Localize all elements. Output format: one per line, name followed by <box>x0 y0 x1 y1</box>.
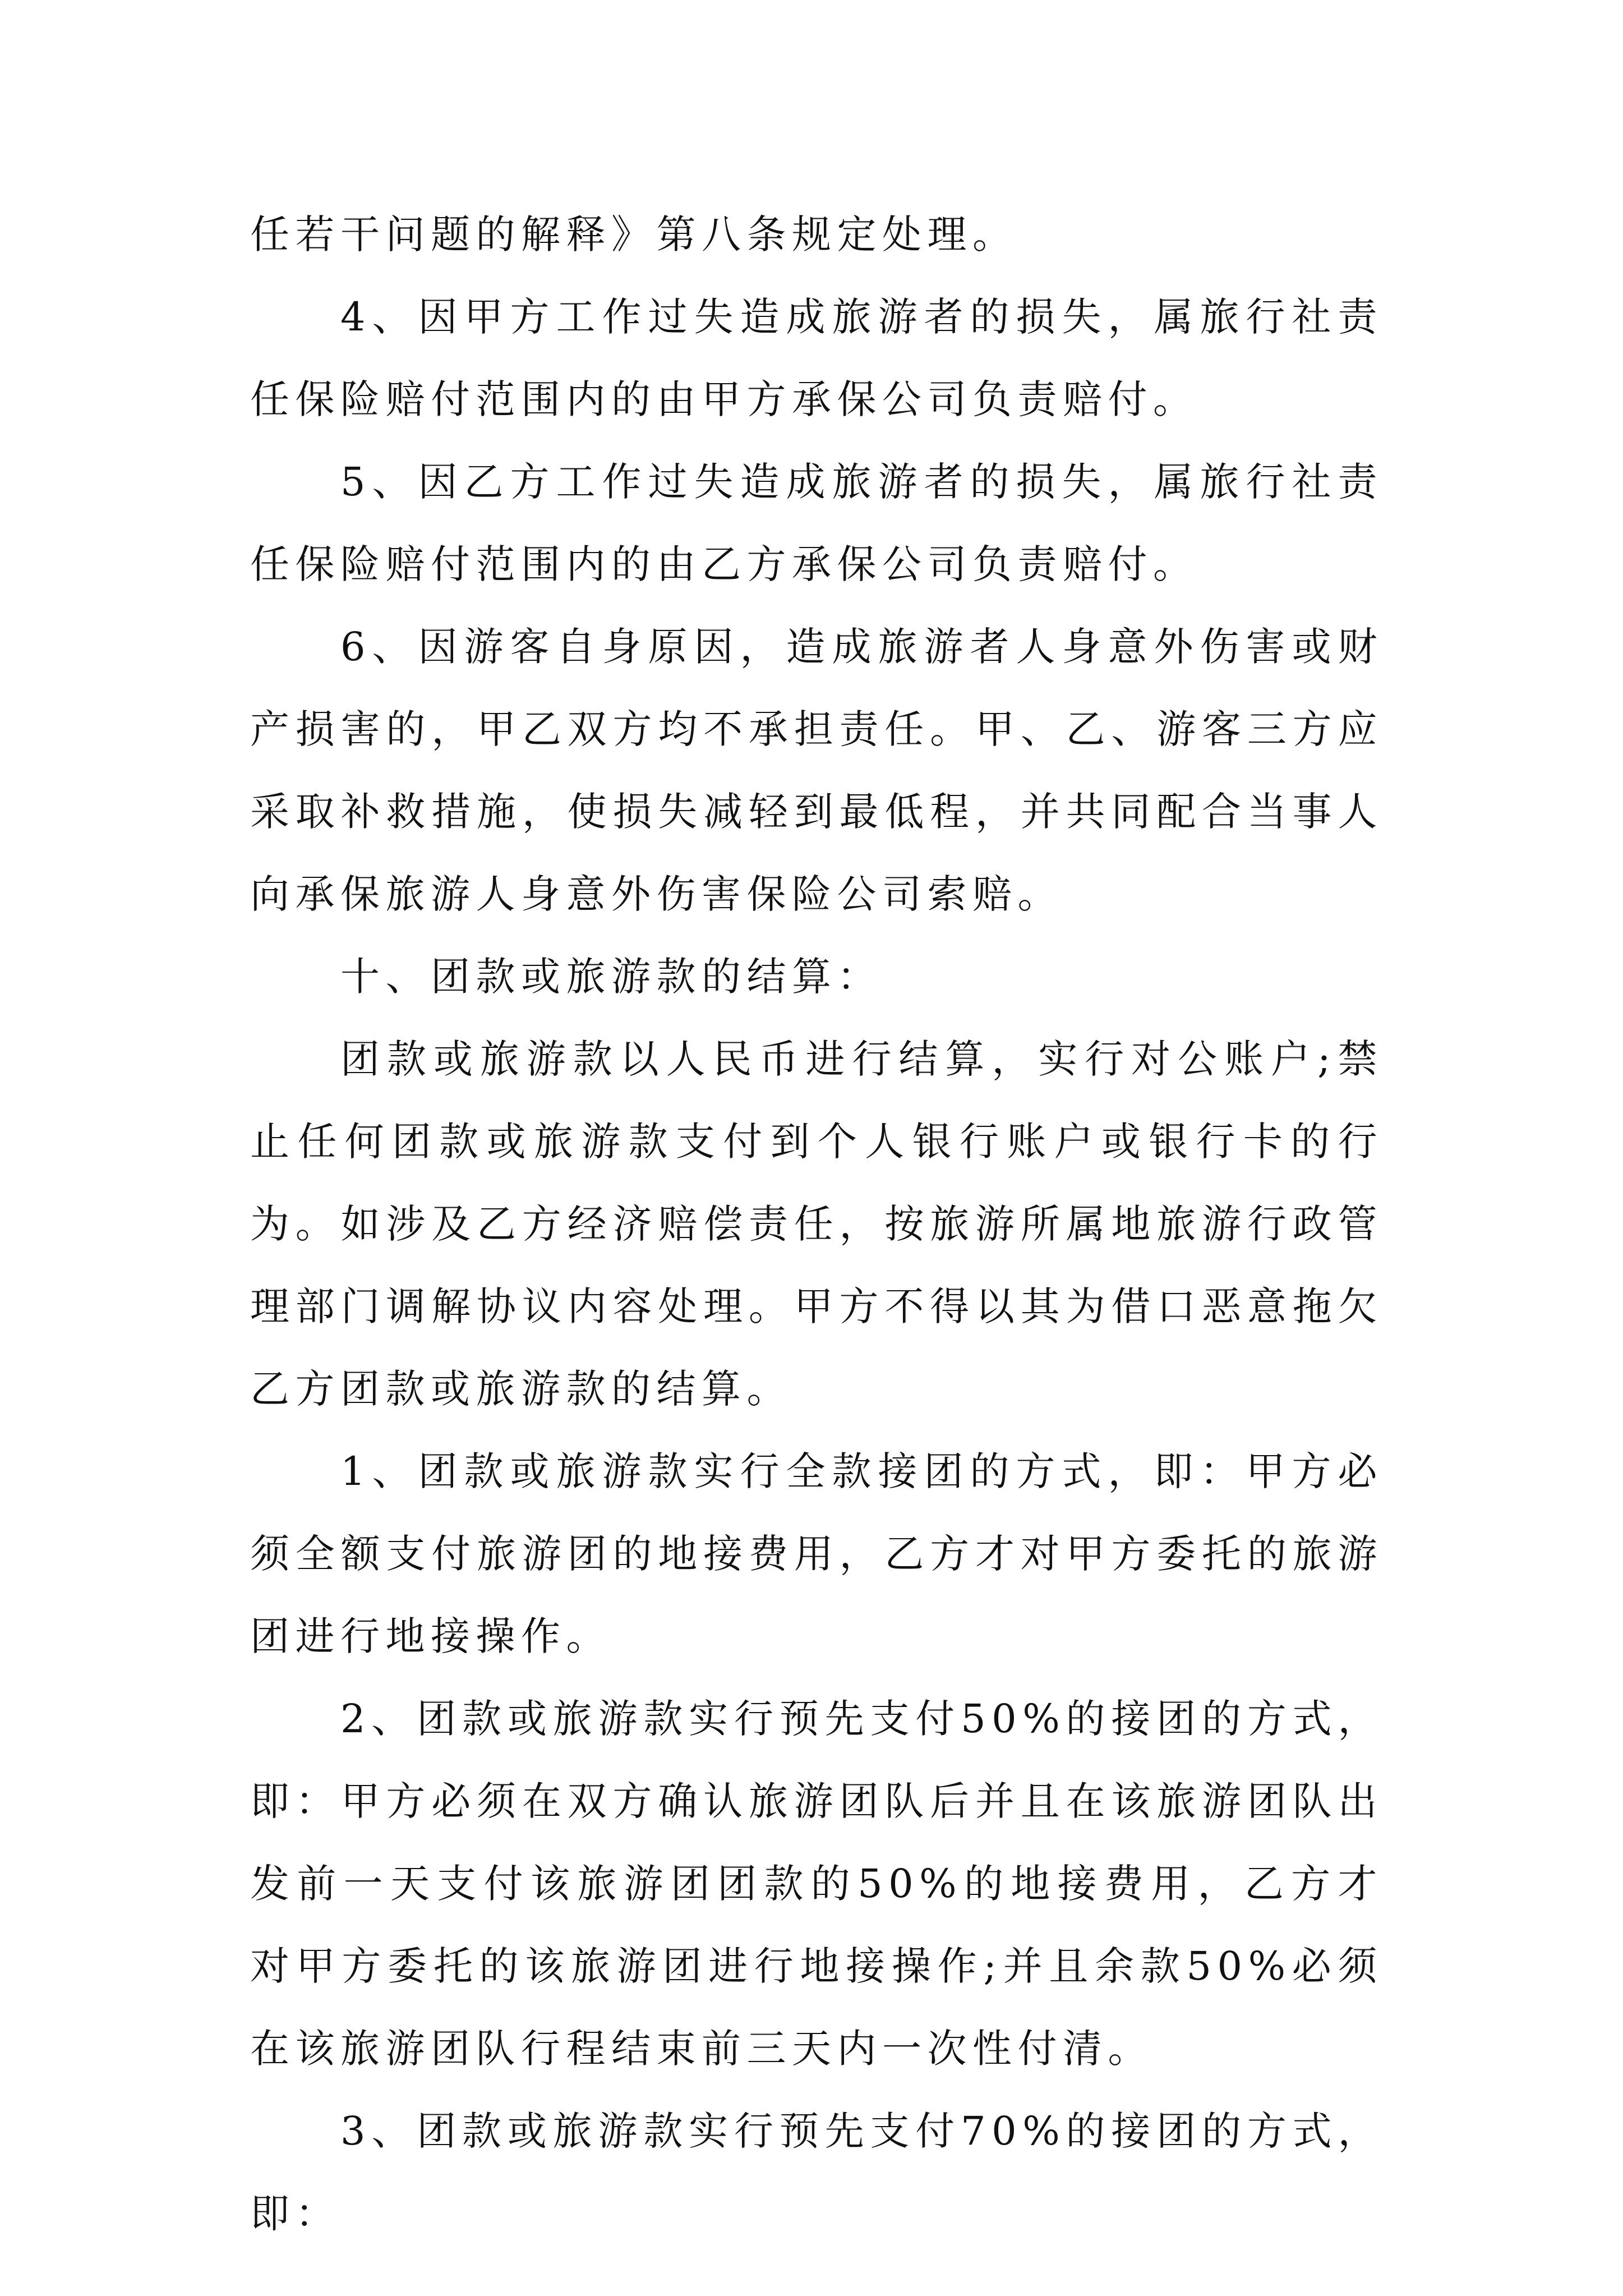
paragraph-continuation: 任若干问题的解释》第八条规定处理。 <box>250 211 1018 257</box>
paragraph-settlement-2: 2、团款或旅游款实行预先支付50%的接团的方式，即：甲方必须在双方确认旅游团队后并且在该旅游团队出发前一天支付该旅游团团款的50%的地接费用，乙方才对甲方委托的该旅游团进行地接操作;并且余款50%必须在该旅游团队行程结束前三天内一次性付清。 <box>250 1696 1383 2072</box>
paragraph-clause-5: 5、因乙方工作过失造成旅游者的损失，属旅行社责任保险赔付范围内的由乙方承保公司负责赔付。 <box>250 459 1383 587</box>
document-body <box>250 194 1383 2255</box>
paragraph-settlement-intro: 团款或旅游款以人民币进行结算，实行对公账户;禁止任何团款或旅游款支付到个人银行账户或银行卡的行为。如涉及乙方经济赔偿责任，按旅游所属地旅游行政管理部门调解协议内容处理。甲方不得以其为借口恶意拖欠乙方团款或旅游款的结算。 <box>250 1036 1383 1412</box>
section-heading-settlement: 十、团款或旅游款的结算： <box>340 954 882 1000</box>
paragraph-settlement-3: 3、团款或旅游款实行预先支付70%的接团的方式，即： <box>250 2108 1383 2237</box>
paragraph-clause-6: 6、因游客自身原因，造成旅游者人身意外伤害或财产损害的，甲乙双方均不承担责任。甲、乙、游客三方应采取补救措施，使损失减轻到最低程，并共同配合当事人向承保旅游人身意外伤害保险公司索赔。 <box>250 624 1383 917</box>
paragraph-clause-4: 4、因甲方工作过失造成旅游者的损失，属旅行社责任保险赔付范围内的由甲方承保公司负责赔付。 <box>250 294 1383 422</box>
paragraph-settlement-1: 1、团款或旅游款实行全款接团的方式，即：甲方必须全额支付旅游团的地接费用，乙方才对甲方委托的旅游团进行地接操作。 <box>250 1448 1383 1659</box>
